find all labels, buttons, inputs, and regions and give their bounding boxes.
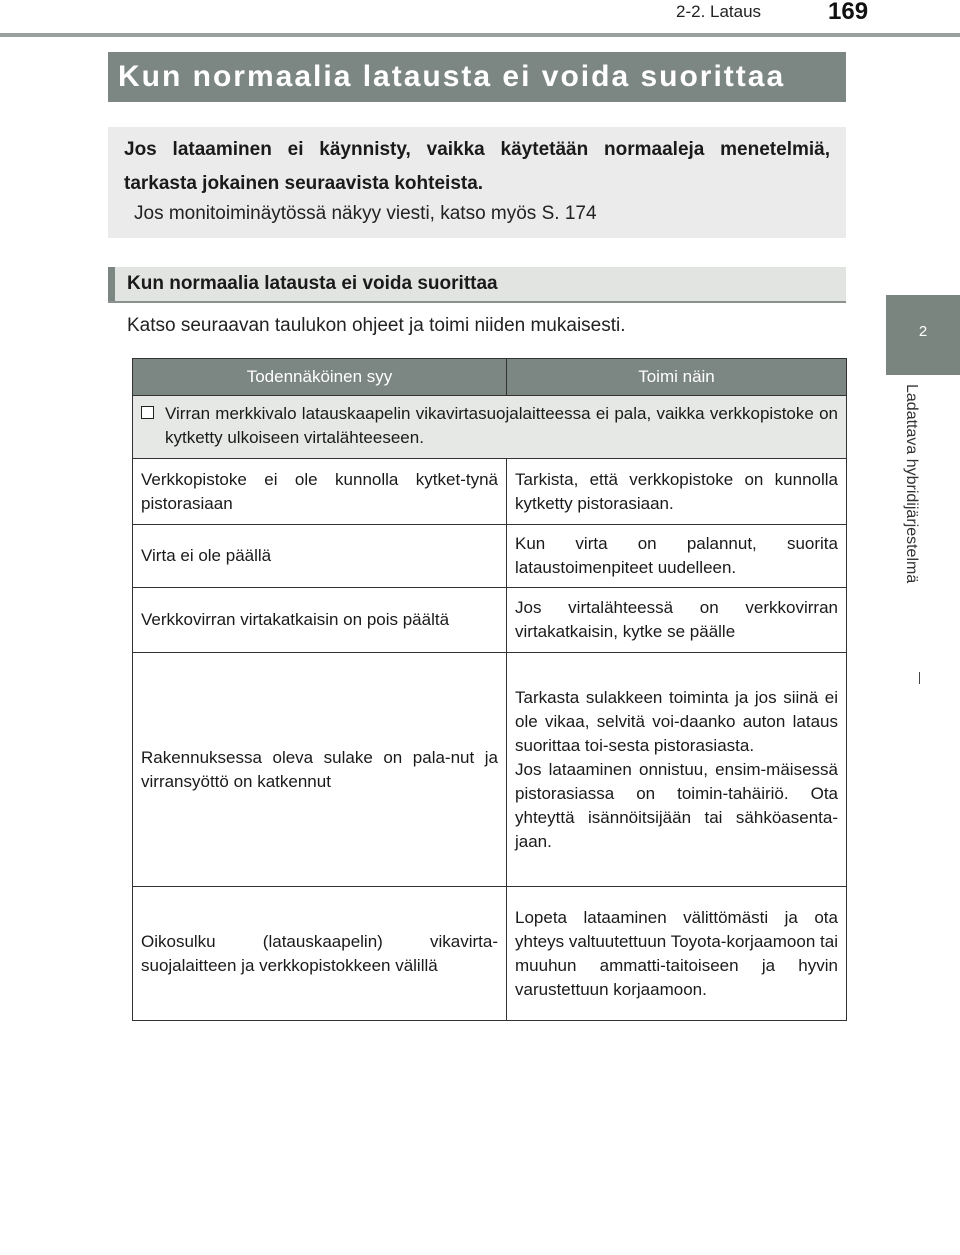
action-cell — [507, 525, 847, 588]
lead-text: Katso seuraavan taulukon ohjeet ja toimi niiden mukaisesti. — [127, 315, 626, 336]
column-header-action: Toimi näin — [507, 359, 847, 396]
subsection-accent — [108, 267, 115, 301]
action-text: Tarkasta sulakkeen toiminta ja jos siinä ei ole vikaa, selvitä voi-daanko auton lataus suorittaa toi-sesta pistorasiasta. Jos lataaminen onnistuu, ensim-mäisessä pistorasiassa on toimin-tahäiriö. Ota yhteyttä isännöitsijään tai sähköasenta-jaan. — [515, 687, 838, 851]
table-row — [133, 588, 847, 653]
cause-text: Virta ei ole päällä — [141, 546, 272, 565]
cause-text: Rakennuksessa oleva sulake on pala-nut ja virransyöttö on katkennut — [141, 747, 498, 791]
cause-cell — [133, 887, 507, 1021]
cause-text: Verkkopistoke ei ole kunnolla kytket-tynä pistorasiaan — [141, 469, 498, 513]
action-cell — [507, 887, 847, 1021]
cause-cell — [133, 525, 507, 588]
table-header-row — [133, 359, 847, 396]
table-row — [133, 653, 847, 887]
table-row — [133, 459, 847, 525]
action-text: Lopeta lataaminen välittömästi ja ota yhteys valtuutettuun Toyota-korjaamoon tai muuhun ammatti-taitoiseen ja hyvin varustettuun korjaamoon. — [515, 907, 838, 999]
subsection-title: Kun normaalia latausta ei voida suorittaa — [127, 273, 498, 294]
action-cell — [507, 653, 847, 887]
section-title: Kun normaalia latausta ei voida suorittaa — [118, 60, 786, 93]
chapter-label-tick — [919, 672, 920, 684]
action-text: Kun virta on palannut, suorita lataustoimenpiteet uudelleen. — [515, 534, 838, 577]
table-row — [133, 887, 847, 1021]
chapter-number: 2 — [918, 323, 928, 340]
action-cell — [507, 459, 847, 525]
cause-cell — [133, 653, 507, 887]
chapter-tab — [886, 295, 960, 375]
cause-cell — [133, 459, 507, 525]
cause-text: Verkkovirran virtakatkaisin on pois päältä — [141, 610, 450, 629]
action-cell — [507, 588, 847, 653]
intro-box — [108, 127, 846, 238]
page-number: 169 — [828, 0, 869, 25]
running-header-section: 2-2. Lataus — [676, 2, 762, 21]
section-title-bar — [108, 52, 846, 102]
header-rule — [0, 33, 960, 37]
cause-cell — [133, 588, 507, 653]
intro-text: Jos lataaminen ei käynnisty, vaikka käytetään normaaleja menetelmiä, tarkasta jokainen seuraavista kohteista. — [124, 139, 830, 194]
action-text: Tarkista, että verkkopistoke on kunnolla kytketty pistorasiaan. — [515, 469, 838, 513]
troubleshooting-table — [132, 358, 847, 1021]
chapter-label: Ladattava hybridijärjestelmä — [903, 384, 920, 584]
column-header-cause: Todennäköinen syy — [133, 359, 507, 396]
condition-row — [133, 396, 847, 459]
cause-text: Oikosulku (latauskaapelin) vikavirta-suojalaitteen ja verkkopistokkeen välillä — [141, 931, 498, 975]
condition-cell — [133, 396, 847, 459]
subsection-heading-bar — [108, 267, 846, 303]
action-text: Jos virtalähteessä on verkkovirran virtakatkaisin, kytke se päälle — [515, 598, 838, 641]
condition-text: Virran merkkivalo latauskaapelin vikavirtasuojalaitteessa ei pala, vaikka verkkopistoke on kytketty ulkoiseen virtalähteeseen. — [165, 404, 838, 447]
table-row — [133, 525, 847, 588]
condition — [141, 402, 838, 450]
checkbox-icon — [141, 406, 154, 419]
intro-note: Jos monitoiminäytössä näkyy viesti, katso myös S. 174 — [134, 203, 597, 224]
